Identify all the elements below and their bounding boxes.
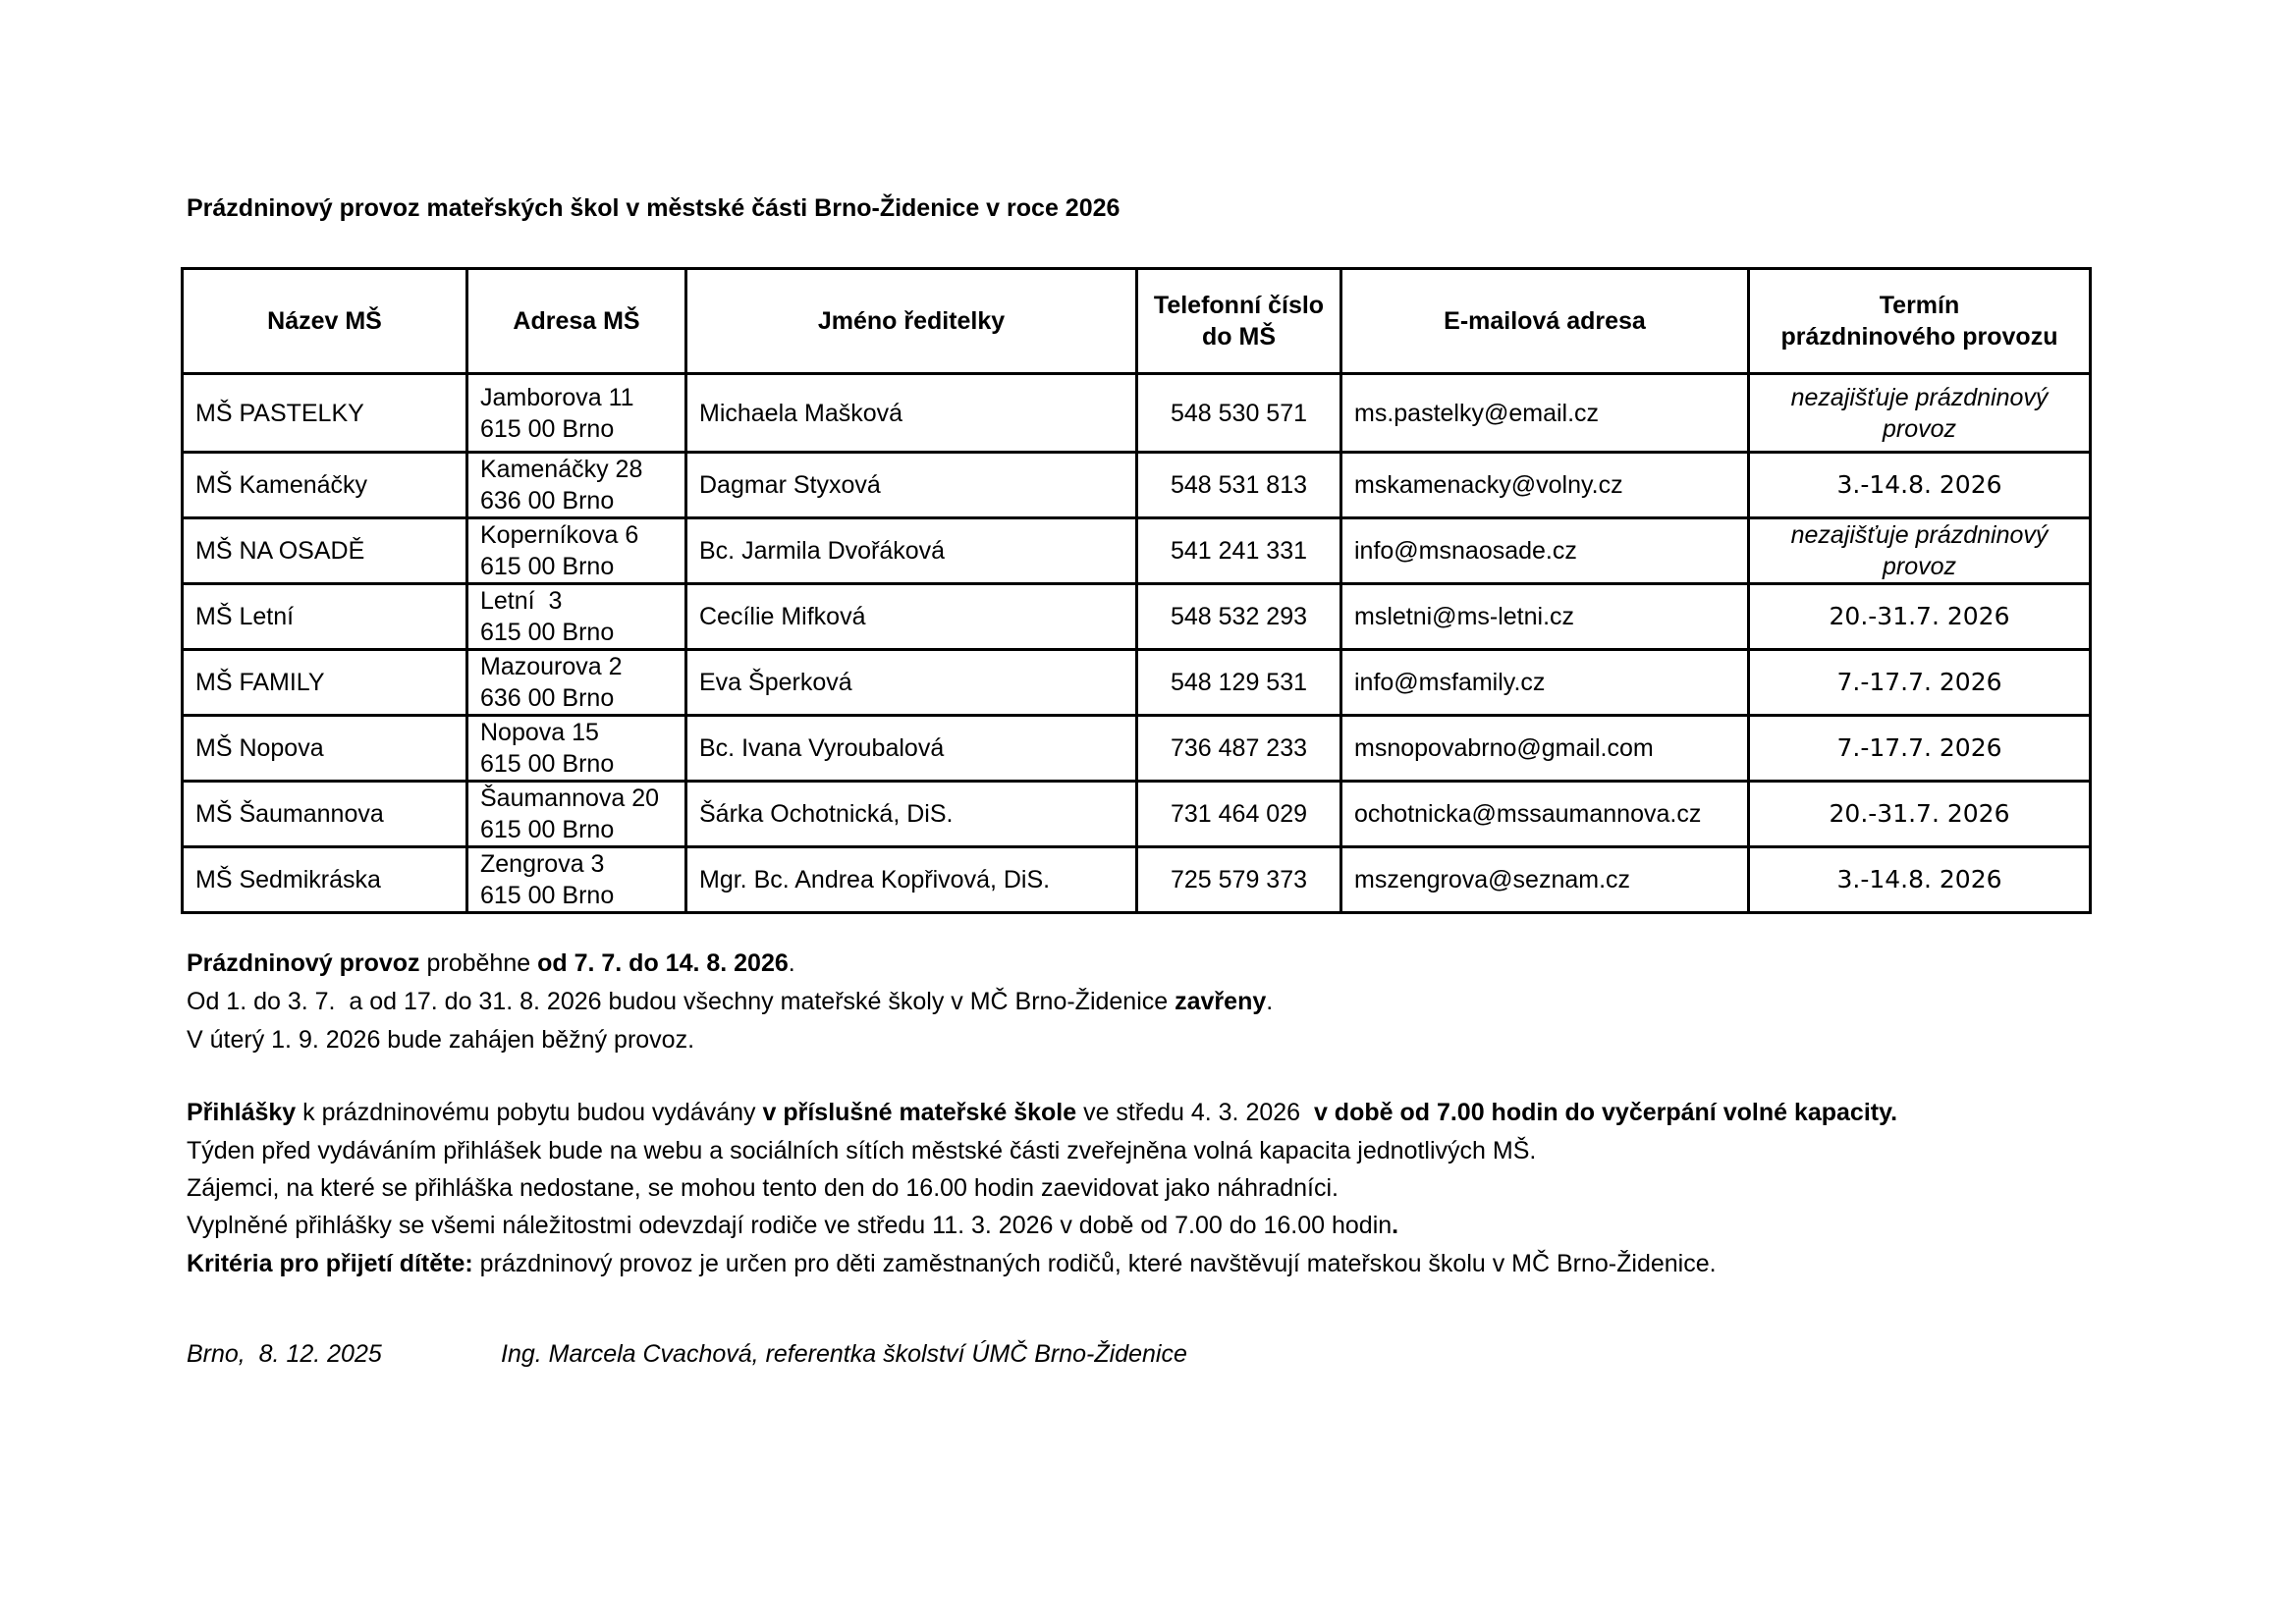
info-paragraph-submission: [187, 1212, 1398, 1240]
info-bold-text: v příslušné mateřské škole: [762, 1099, 1077, 1126]
header-phone-line1: Telefonní číslo: [1153, 292, 1325, 319]
cell-address: [467, 782, 686, 847]
info-text: proběhne: [419, 949, 538, 977]
table-row: [183, 374, 2091, 453]
cell-phone: 725 579 373: [1137, 847, 1341, 913]
info-paragraph-criteria: [187, 1250, 1717, 1278]
header-term: [1749, 269, 2091, 374]
cell-term: 3.-14.8. 2026: [1749, 453, 2091, 518]
cell-phone: 731 464 029: [1137, 782, 1341, 847]
cell-phone: 548 129 531: [1137, 650, 1341, 716]
info-paragraph-regular: V úterý 1. 9. 2026 bude zahájen běžný provoz.: [187, 1026, 695, 1054]
info-text: k prázdninovému pobytu budou vydávány: [296, 1099, 763, 1126]
header-phone: [1137, 269, 1341, 374]
header-email: E-mailová adresa: [1341, 269, 1749, 374]
term-line1: nezajišťuje prázdninový: [1790, 521, 2049, 549]
cell-address: [467, 584, 686, 650]
cell-director: Michaela Mašková: [686, 374, 1137, 453]
cell-director: Mgr. Bc. Andrea Kopřivová, DiS.: [686, 847, 1137, 913]
address-city: 615 00 Brno: [480, 816, 615, 843]
info-text: .: [788, 949, 795, 977]
info-paragraph-period: [187, 949, 795, 978]
address-street: Mazourova 2: [480, 653, 623, 680]
cell-term: [1749, 374, 2091, 453]
address-street: Zengrova 3: [480, 850, 605, 878]
header-term-line2: prázdninového provozu: [1780, 323, 2058, 351]
address-city: 615 00 Brno: [480, 619, 615, 646]
cell-name: MŠ FAMILY: [183, 650, 467, 716]
cell-director: Eva Šperková: [686, 650, 1137, 716]
cell-phone: 541 241 331: [1137, 518, 1341, 584]
table-row: [183, 650, 2091, 716]
cell-email: mszengrova@seznam.cz: [1341, 847, 1749, 913]
cell-email: msnopovabrno@gmail.com: [1341, 716, 1749, 782]
address-street: Jamborova 11: [480, 383, 634, 411]
cell-term: [1749, 518, 2091, 584]
term-line2: provoz: [1882, 553, 1957, 580]
table-row: [183, 584, 2091, 650]
cell-term: 3.-14.8. 2026: [1749, 847, 2091, 913]
table-row: [183, 782, 2091, 847]
table-row: [183, 716, 2091, 782]
cell-name: MŠ PASTELKY: [183, 374, 467, 453]
cell-director: Bc. Jarmila Dvořáková: [686, 518, 1137, 584]
info-paragraph-applications: [187, 1099, 1897, 1127]
cell-address: [467, 650, 686, 716]
cell-phone: 548 532 293: [1137, 584, 1341, 650]
address-city: 615 00 Brno: [480, 414, 615, 443]
address-city: 636 00 Brno: [480, 487, 615, 514]
schools-table: [181, 267, 2092, 914]
cell-name: MŠ Kamenáčky: [183, 453, 467, 518]
info-bold-text: v době od 7.00 hodin do vyčerpání volné kapacity.: [1313, 1099, 1898, 1126]
cell-name: MŠ NA OSADĚ: [183, 518, 467, 584]
cell-director: Bc. Ivana Vyroubalová: [686, 716, 1137, 782]
address-street: Šaumannova 20: [480, 785, 660, 812]
signature-author: Ing. Marcela Cvachová, referentka školství ÚMČ Brno-Židenice: [501, 1340, 1187, 1368]
info-paragraph-capacity: Týden před vydáváním přihlášek bude na webu a sociálních sítích městské části zveřejněna volná kapacita jednotlivých MŠ.: [187, 1137, 1537, 1164]
address-city: 636 00 Brno: [480, 684, 615, 712]
info-text: ve středu 4. 3. 2026: [1076, 1099, 1314, 1126]
cell-name: MŠ Sedmikráska: [183, 847, 467, 913]
page-title: Prázdninový provoz mateřských škol v městské části Brno-Židenice v roce 2026: [187, 194, 1121, 222]
header-phone-line2: do MŠ: [1202, 323, 1276, 351]
cell-name: MŠ Nopova: [183, 716, 467, 782]
cell-director: Cecílie Mifková: [686, 584, 1137, 650]
cell-phone: 736 487 233: [1137, 716, 1341, 782]
info-paragraph-closed: [187, 988, 1273, 1016]
cell-term: 7.-17.7. 2026: [1749, 650, 2091, 716]
cell-term: 20.-31.7. 2026: [1749, 584, 2091, 650]
info-text: prázdninový provoz je určen pro děti zaměstnaných rodičů, které navštěvují mateřskou školu v MČ Brno-Židenice.: [472, 1250, 1717, 1277]
cell-name: MŠ Letní: [183, 584, 467, 650]
info-bold-text: od 7. 7. do 14. 8. 2026: [537, 949, 789, 977]
info-bold-text: zavřeny: [1175, 988, 1267, 1015]
info-text: Vyplněné přihlášky se všemi náležitostmi odevzdají rodiče ve středu 11. 3. 2026 v době od 7.00 do 16.00 hodin: [187, 1212, 1393, 1239]
cell-address: [467, 374, 686, 453]
header-director: Jméno ředitelky: [686, 269, 1137, 374]
signature-place-date: Brno, 8. 12. 2025: [187, 1340, 382, 1368]
cell-address: [467, 518, 686, 584]
info-bold-text: Prázdninový provoz: [187, 949, 420, 977]
cell-name: MŠ Šaumannova: [183, 782, 467, 847]
info-paragraph-substitutes: Zájemci, na které se přihláška nedostane, se mohou tento den do 16.00 hodin zaevidovat jako náhradníci.: [187, 1174, 1339, 1202]
info-bold-text: Přihlášky: [187, 1099, 297, 1126]
cell-phone: 548 530 571: [1137, 374, 1341, 453]
address-city: 615 00 Brno: [480, 882, 615, 909]
header-address: Adresa MŠ: [467, 269, 686, 374]
table-row: [183, 453, 2091, 518]
term-line2: provoz: [1882, 414, 1957, 443]
address-street: Koperníkova 6: [480, 521, 639, 549]
cell-email: info@msnaosade.cz: [1341, 518, 1749, 584]
address-street: Kamenáčky 28: [480, 456, 643, 483]
cell-email: ms.pastelky@email.cz: [1341, 374, 1749, 453]
table-row: [183, 847, 2091, 913]
cell-director: Šárka Ochotnická, DiS.: [686, 782, 1137, 847]
header-term-line1: Termín: [1879, 292, 1960, 319]
table-row: [183, 518, 2091, 584]
cell-email: mskamenacky@volny.cz: [1341, 453, 1749, 518]
header-name: Název MŠ: [183, 269, 467, 374]
info-bold-text: Kritéria pro přijetí dítěte:: [187, 1250, 473, 1277]
address-street: Letní 3: [480, 587, 563, 615]
cell-email: info@msfamily.cz: [1341, 650, 1749, 716]
info-bold-text: .: [1392, 1212, 1399, 1239]
cell-term: 7.-17.7. 2026: [1749, 716, 2091, 782]
cell-director: Dagmar Styxová: [686, 453, 1137, 518]
cell-email: ochotnicka@mssaumannova.cz: [1341, 782, 1749, 847]
cell-address: [467, 716, 686, 782]
cell-term: 20.-31.7. 2026: [1749, 782, 2091, 847]
cell-address: [467, 453, 686, 518]
cell-phone: 548 531 813: [1137, 453, 1341, 518]
cell-address: [467, 847, 686, 913]
info-text: Od 1. do 3. 7. a od 17. do 31. 8. 2026 budou všechny mateřské školy v MČ Brno-Židenice: [187, 988, 1175, 1015]
term-line1: nezajišťuje prázdninový: [1790, 383, 2049, 411]
table-header-row: [183, 269, 2091, 374]
cell-email: msletni@ms-letni.cz: [1341, 584, 1749, 650]
address-street: Nopova 15: [480, 719, 599, 746]
address-city: 615 00 Brno: [480, 750, 615, 778]
info-text: .: [1266, 988, 1274, 1015]
address-city: 615 00 Brno: [480, 553, 615, 580]
